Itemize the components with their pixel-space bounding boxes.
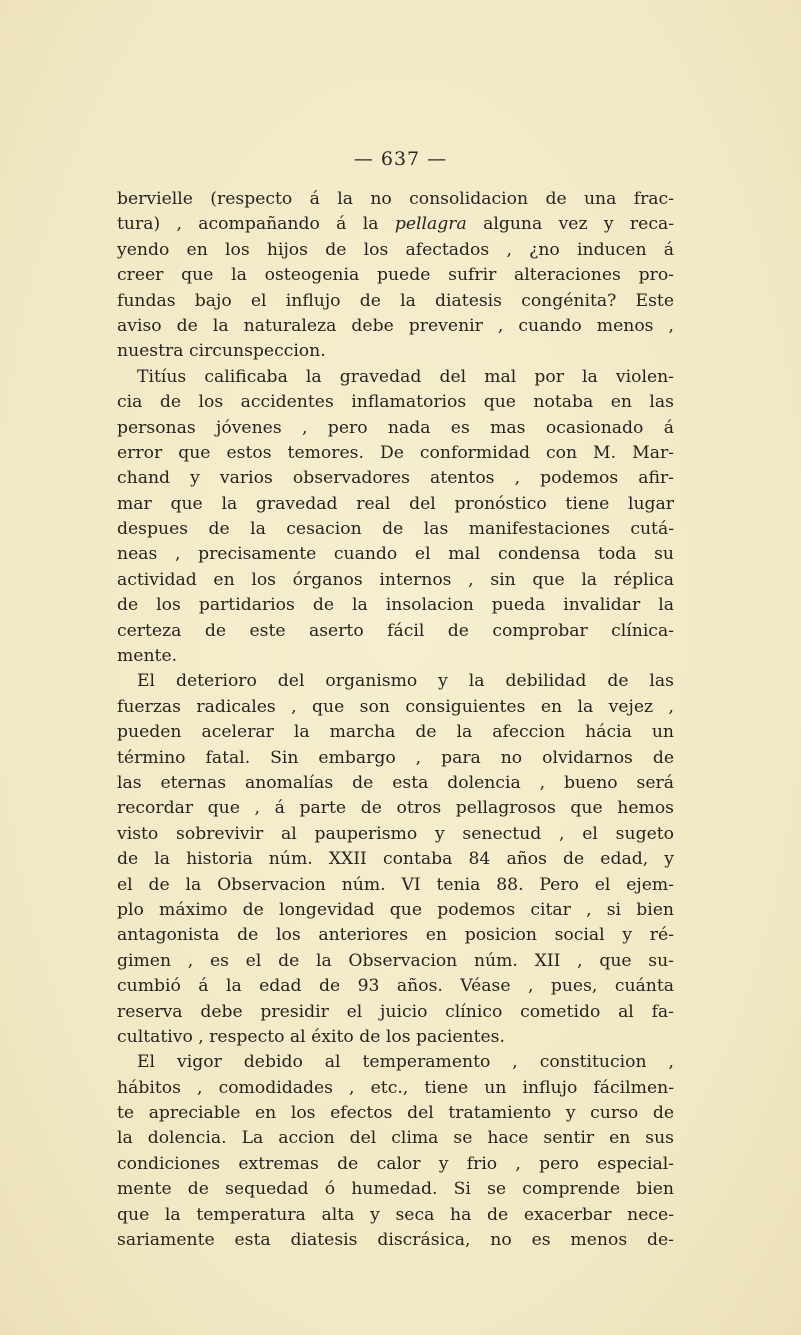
text-line: despues de la cesacion de las manifestaciones cutá- [117,519,674,540]
text-line: nuestra circunspeccion. [117,341,326,362]
text-line: sariamente esta diatesis discrásica, no es menos de- [117,1230,674,1251]
text-line: tura) , acompañando á la pellagra alguna vez y reca- [117,214,674,235]
text-line: error que estos temores. De conformidad con M. Mar- [117,442,674,463]
text-line: las eternas anomalías de esta dolencia , bueno será [117,772,674,793]
text-line: cia de los accidentes inflamatorios que notaba en las [117,392,674,413]
text-line: personas jóvenes , pero nada es mas ocasionado á [117,417,674,438]
text-line: bervielle (respecto á la no consolidacion de una frac- [117,189,674,209]
text-line: neas , precisamente cuando el mal condensa toda su [117,544,674,565]
italic-word: pellagra [394,214,467,235]
text-line: te apreciable en los efectos del tratamiento y curso de [117,1103,674,1124]
page-number: — 637 — [353,148,448,170]
text-line: cultativo , respecto al éxito de los pacientes. [117,1026,505,1047]
text-line: mente. [117,646,178,667]
text-line: antagonista de los anteriores en posicion social y ré- [117,925,674,946]
text-line: aviso de la naturaleza debe prevenir , cuando menos , [117,315,674,336]
text-line: chand y varios observadores atentos , podemos afir- [117,468,674,489]
text-line: El deterioro del organismo y la debilidad de las [137,671,674,692]
text-line: pueden acelerar la marcha de la afeccion hácia un [117,722,674,743]
text-line: reserva debe presidir el juicio clínico cometido al fa- [117,1001,674,1022]
text-line: cumbió á la edad de 93 años. Véase , pues, cuánta [117,976,674,997]
text-line: hábitos , comodidades , etc., tiene un influjo fácilmen- [117,1077,674,1098]
text-line: recordar que , á parte de otros pellagrosos que hemos [117,798,674,819]
text-line: condiciones extremas de calor y frio , pero especial- [117,1153,674,1174]
text-line: la dolencia. La accion del clima se hace sentir en sus [117,1128,674,1149]
text-line: fundas bajo el influjo de la diatesis congénita? Este [117,290,674,311]
text-line: gimen , es el de la Observacion núm. XII , que su- [117,950,674,971]
text-line: actividad en los órganos internos , sin que la réplica [117,569,674,590]
text-line: El vigor debido al temperamento , constitucion , [137,1052,674,1073]
text-line: plo máximo de longevidad que podemos citar , si bien [117,899,674,920]
text-line: el de la Observacion núm. VI tenia 88. Pero el ejem- [117,874,674,895]
text-line: yendo en los hijos de los afectados , ¿no inducen á [117,239,674,260]
text-line: término fatal. Sin embargo , para no olvidarnos de [117,747,674,768]
body-text [117,187,674,1253]
text-line: Titíus calificaba la gravedad del mal por la violen- [137,366,674,387]
text-line: que la temperatura alta y seca ha de exacerbar nece- [117,1204,674,1225]
text-line: de la historia núm. XXII contaba 84 años de edad, y [117,849,674,870]
text-line: de los partidarios de la insolacion pueda invalidar la [117,595,674,616]
text-line: mar que la gravedad real del pronóstico tiene lugar [117,493,674,514]
text-line: visto sobrevivir al pauperismo y senectud , el sugeto [117,823,674,844]
text-line: creer que la osteogenia puede sufrir alteraciones pro- [117,265,674,286]
text-line: fuerzas radicales , que son consiguientes en la vejez , [117,696,674,717]
text-line: certeza de este aserto fácil de comprobar clínica- [117,620,674,641]
text-line: mente de sequedad ó humedad. Si se comprende bien [117,1179,674,1200]
